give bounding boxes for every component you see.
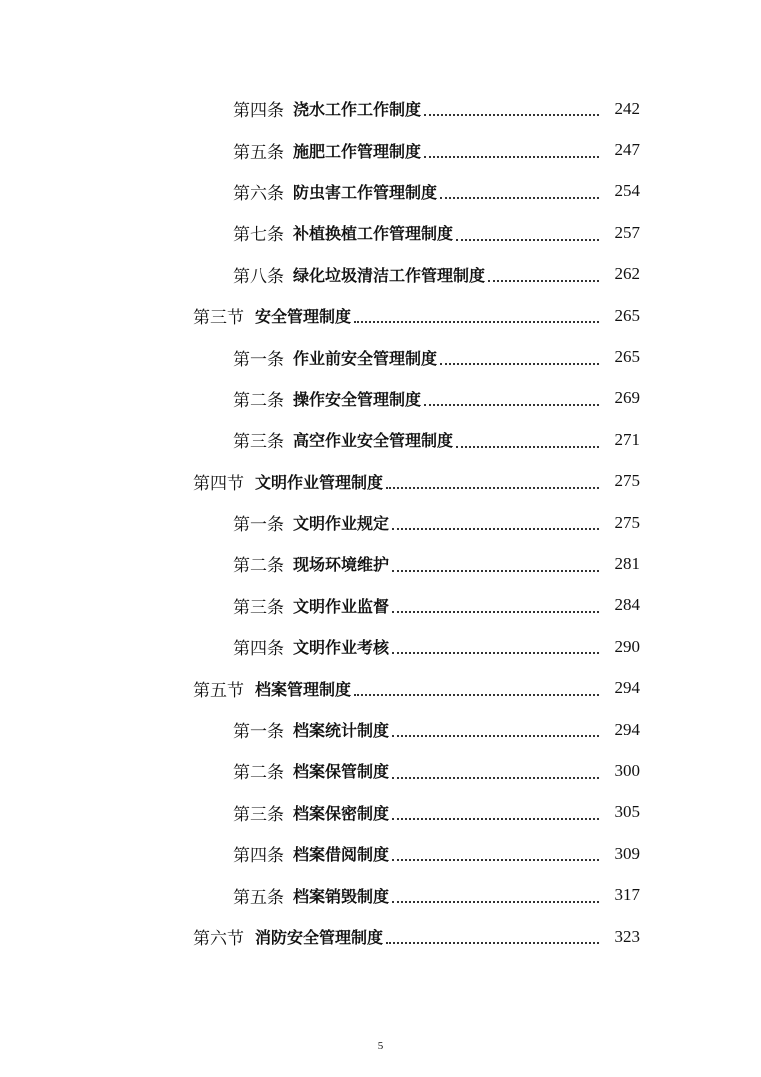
toc-dot-leader [354,667,599,708]
toc-article-entry[interactable] [0,254,761,295]
toc-entry-title: 文明作业规定 [293,514,390,534]
toc-entry-page: 284 [614,595,640,615]
toc-dot-leader [424,378,599,419]
toc-entry-page: 290 [614,636,640,656]
toc-dot-leader [392,750,599,791]
toc-entry-page: 257 [614,222,640,242]
toc-dot-leader [386,461,599,502]
toc-article-entry[interactable] [0,336,761,377]
toc-dot-leader [392,792,599,833]
toc-article-entry[interactable] [0,874,761,915]
toc-article-entry[interactable] [0,626,761,667]
toc-entry-title: 档案保管制度 [293,762,390,782]
toc-entry-number: 第四条 [233,846,284,867]
toc-dot-leader [424,88,599,129]
toc-entry-page: 262 [614,264,640,284]
toc-entry-page: 265 [614,305,640,325]
toc-article-entry[interactable] [0,419,761,460]
toc-entry-number: 第六节 [193,929,244,949]
toc-dot-leader [392,709,599,750]
toc-entry-title: 施肥工作管理制度 [293,141,422,161]
toc-entry-number: 第一条 [233,349,284,370]
toc-entry-number: 第六条 [233,183,284,204]
table-of-contents [0,88,761,957]
toc-entry-page: 281 [614,553,640,573]
toc-entry-number: 第一条 [233,722,284,743]
toc-entry-number: 第二条 [233,390,284,411]
toc-entry-title: 消防安全管理制度 [255,928,384,947]
toc-article-entry[interactable] [0,502,761,543]
toc-article-entry[interactable] [0,543,761,584]
toc-entry-number: 第三条 [233,597,284,618]
toc-article-entry[interactable] [0,792,761,833]
toc-entry-number: 第二条 [233,763,284,784]
toc-entry-number: 第七条 [233,225,284,246]
toc-dot-leader [386,916,599,957]
toc-section-entry[interactable] [0,295,761,336]
toc-dot-leader [392,543,599,584]
toc-dot-leader [392,502,599,543]
toc-dot-leader [392,833,599,874]
toc-entry-page: 271 [614,429,640,449]
toc-entry-number: 第三条 [233,804,284,825]
toc-article-entry[interactable] [0,709,761,750]
toc-section-entry[interactable] [0,461,761,502]
toc-article-entry[interactable] [0,88,761,129]
toc-article-entry[interactable] [0,129,761,170]
toc-entry-title: 操作安全管理制度 [293,389,422,409]
toc-entry-title: 档案管理制度 [255,679,352,699]
toc-entry-page: 309 [614,843,640,863]
toc-entry-title: 浇水工作工作制度 [293,100,422,120]
toc-entry-title: 档案保密制度 [293,803,390,823]
toc-dot-leader [392,585,599,626]
toc-article-entry[interactable] [0,171,761,212]
toc-entry-title: 作业前安全管理制度 [293,348,438,368]
toc-dot-leader [440,171,599,212]
toc-dot-leader [424,129,599,170]
toc-dot-leader [392,874,599,915]
toc-entry-title: 档案销毁制度 [293,886,390,906]
toc-entry-title: 档案统计制度 [293,721,390,741]
toc-entry-title: 防虫害工作管理制度 [293,182,438,202]
toc-entry-page: 247 [614,140,640,160]
toc-dot-leader [354,295,599,336]
toc-section-entry[interactable] [0,667,761,708]
toc-article-entry[interactable] [0,833,761,874]
toc-article-entry[interactable] [0,378,761,419]
toc-entry-page: 317 [614,885,640,905]
toc-entry-page: 323 [614,926,640,946]
toc-entry-page: 269 [614,388,640,408]
toc-dot-leader [488,254,599,295]
toc-entry-title: 现场环境维护 [293,555,390,575]
toc-entry-title: 文明作业管理制度 [255,472,384,492]
toc-dot-leader [392,626,599,667]
toc-article-entry[interactable] [0,212,761,253]
toc-entry-title: 绿化垃圾清洁工作管理制度 [293,265,486,285]
toc-entry-page: 294 [614,678,640,698]
toc-entry-title: 高空作业安全管理制度 [293,431,454,451]
toc-entry-number: 第四条 [233,101,284,122]
page-number: 5 [377,1040,384,1052]
toc-dot-leader [456,419,599,460]
toc-entry-page: 300 [614,760,640,780]
toc-article-entry[interactable] [0,585,761,626]
toc-entry-page: 275 [614,512,640,532]
toc-section-entry[interactable] [0,916,761,957]
toc-article-entry[interactable] [0,750,761,791]
toc-entry-title: 安全管理制度 [255,307,352,327]
toc-entry-number: 第五条 [233,887,284,908]
toc-entry-page: 242 [614,98,640,118]
toc-entry-page: 305 [614,802,640,822]
toc-entry-number: 第三节 [193,308,244,329]
toc-entry-page: 275 [614,471,640,491]
toc-entry-number: 第四条 [233,639,284,660]
toc-dot-leader [440,336,599,377]
toc-entry-title: 文明作业考核 [293,638,390,658]
toc-entry-page: 254 [614,181,640,201]
toc-entry-number: 第五节 [193,680,244,701]
toc-entry-title: 档案借阅制度 [293,845,390,865]
toc-entry-number: 第四节 [193,473,244,494]
toc-entry-title: 补植换植工作管理制度 [293,224,454,244]
toc-entry-number: 第二条 [233,556,284,577]
toc-entry-page: 294 [614,719,640,739]
toc-entry-number: 第三条 [233,432,284,453]
toc-entry-number: 第八条 [233,266,284,287]
toc-entry-title: 文明作业监督 [293,596,390,616]
toc-entry-number: 第一条 [233,515,284,536]
toc-dot-leader [456,212,599,253]
toc-entry-page: 265 [614,347,640,367]
toc-entry-number: 第五条 [233,142,284,163]
